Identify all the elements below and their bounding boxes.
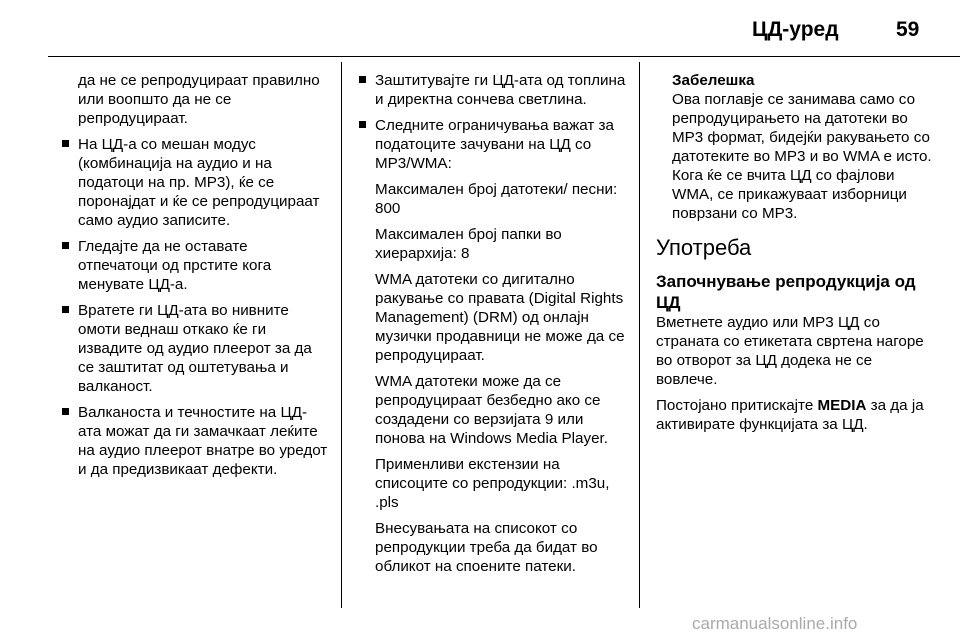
- lead-paragraph: да не се репродуцираат правилно или воопшто да не се репродуцираат.: [78, 72, 320, 127]
- note-text: Ова поглавје се занимава само со репродуцирањето на датотеки во MP3 формат, бидејќи ракувањето со датотеките во MP3 и во WMA е исто. Кога ќе се вчита ЦД со фајлови WMA, се прикажуваат изборници поврзани со MP3.: [672, 91, 932, 222]
- paragraph-text: Постојано притискајте: [656, 397, 818, 414]
- paragraph: Применливи екстензии на списоците со репродукции: .m3u, .pls: [375, 456, 610, 511]
- bullet-text: На ЦД-а со мешан модус (комбинација на аудио и на податоци на пр. MP3), ќе се поронајдат и ќе се репродуцираат само аудио записите.: [78, 136, 320, 229]
- header-title: ЦД-уред: [752, 18, 839, 41]
- watermark: carmanualsonline.info: [692, 614, 858, 633]
- bullet-list-1: [62, 135, 330, 479]
- paragraph-text: за да ја активирате функцијата за ЦД.: [656, 397, 924, 433]
- column-2: [359, 71, 631, 583]
- bullet-icon: [62, 140, 69, 147]
- paragraph: Внесувањата на списокот со репродукции треба да бидат во обликот на споените патеки.: [375, 520, 598, 575]
- bullet-icon: [62, 306, 69, 313]
- paragraph: Максимален број папки во хиерархија: 8: [375, 226, 562, 262]
- bullet-icon: [359, 121, 366, 128]
- paragraph: Вметнете аудио или MP3 ЦД со страната со етикетата свртена нагоре во отворот за ЦД додека не се вовлече.: [656, 314, 924, 388]
- bullet-item: [62, 403, 330, 479]
- media-button-label: MEDIA: [817, 397, 867, 414]
- column-divider-2: [639, 62, 640, 608]
- bullet-text: Валканоста и течностите на ЦД-ата можат да ги замачкаат леќите на аудио плеерот внатре во уредот и да предизвикаат дефекти.: [78, 404, 328, 478]
- paragraph: WMA датотеки со дигитално ракување со правата (Digital Rights Management) (DRM) од онлајн музички продавници не може да се репродуцираат.: [375, 271, 625, 364]
- header-rule: [48, 56, 960, 57]
- paragraph: Максимален број датотеки/ песни: 800: [375, 181, 618, 217]
- bullet-icon: [62, 242, 69, 249]
- sub-title: Започнување репродукција од ЦД: [656, 272, 916, 312]
- bullet-text: Вратете ги ЦД-ата во нивните омоти веднаш откако ќе ги извадите од аудио плеерот за да се заштитат од оштетувања и валканост.: [78, 302, 312, 395]
- limits-block: [359, 180, 631, 576]
- bullet-list-2: [359, 71, 631, 173]
- note-title: Забелешка: [672, 72, 755, 89]
- section-title: Употреба: [656, 235, 752, 260]
- note-block: [656, 71, 932, 223]
- paragraph: WMA датотеки може да се репродуцираат безбедно ако се создадени со верзијата 9 или понова на Windows Media Player.: [375, 373, 608, 447]
- paragraph: [656, 396, 932, 434]
- column-divider-1: [341, 62, 342, 608]
- column-1: [62, 71, 330, 486]
- bullet-icon: [359, 76, 366, 83]
- bullet-item: [359, 116, 631, 173]
- page-number: 59: [896, 18, 920, 41]
- column-3: [656, 71, 932, 441]
- bullet-item: [62, 301, 330, 396]
- bullet-icon: [62, 408, 69, 415]
- bullet-text: Гледајте да не оставате отпечатоци од прстите кога менувате ЦД-а.: [78, 238, 272, 293]
- bullet-text: Заштитувајте ги ЦД-ата од топлина и директна сончева светлина.: [375, 72, 626, 108]
- bullet-item: [359, 71, 631, 109]
- bullet-text: Следните ограничувања важат за податоците зачувани на ЦД со MP3/WMA:: [375, 117, 614, 172]
- bullet-item: [62, 135, 330, 230]
- bullet-item: [62, 237, 330, 294]
